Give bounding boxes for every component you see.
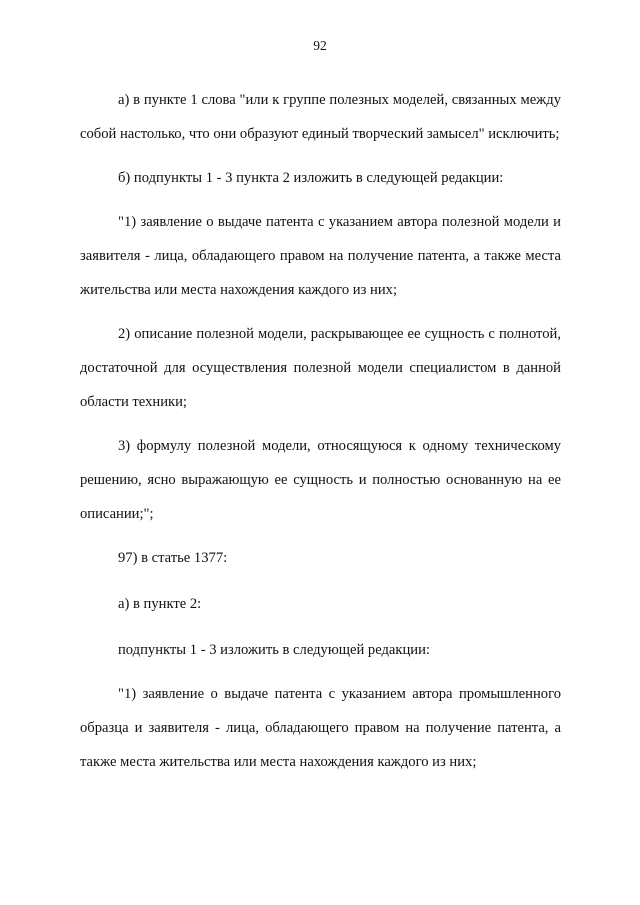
document-body [80,83,561,789]
paragraph-utility-model-description: 2) описание полезной модели, раскрывающее ее сущность с полнотой, достаточной для осуществления полезной модели специалистом в данной области техники; [80,326,561,410]
paragraph-subpoints-edit: подпункты 1 - 3 изложить в следующей редакции: [118,642,430,658]
paragraph-article-1377: 97) в статье 1377: [118,550,228,566]
page-number: 92 [313,38,327,53]
paragraph-utility-model-formula: 3) формулу полезной модели, относящуюся к одному техническому решению, ясно выражающую ее сущность и полностью основанную на ее описании;"; [80,438,561,522]
paragraph-b-subpoints: б) подпункты 1 - 3 пункта 2 изложить в следующей редакции: [118,170,504,186]
paragraph-industrial-design-application: "1) заявление о выдаче патента с указанием автора промышленного образца и заявителя - лица, обладающего правом на получение патента, а также места жительства или места нахождения каждого из них; [80,686,561,770]
paragraph-point-2: а) в пункте 2: [118,596,202,612]
paragraph-utility-model-application: "1) заявление о выдаче патента с указанием автора полезной модели и заявителя - лица, обладающего правом на получение патента, а также места жительства или места нахождения каждого из них; [80,214,561,298]
paragraph-a-point-1: а) в пункте 1 слова "или к группе полезных моделей, связанных между собой настолько, что они образуют единый творческий замысел" исключить; [80,92,561,142]
